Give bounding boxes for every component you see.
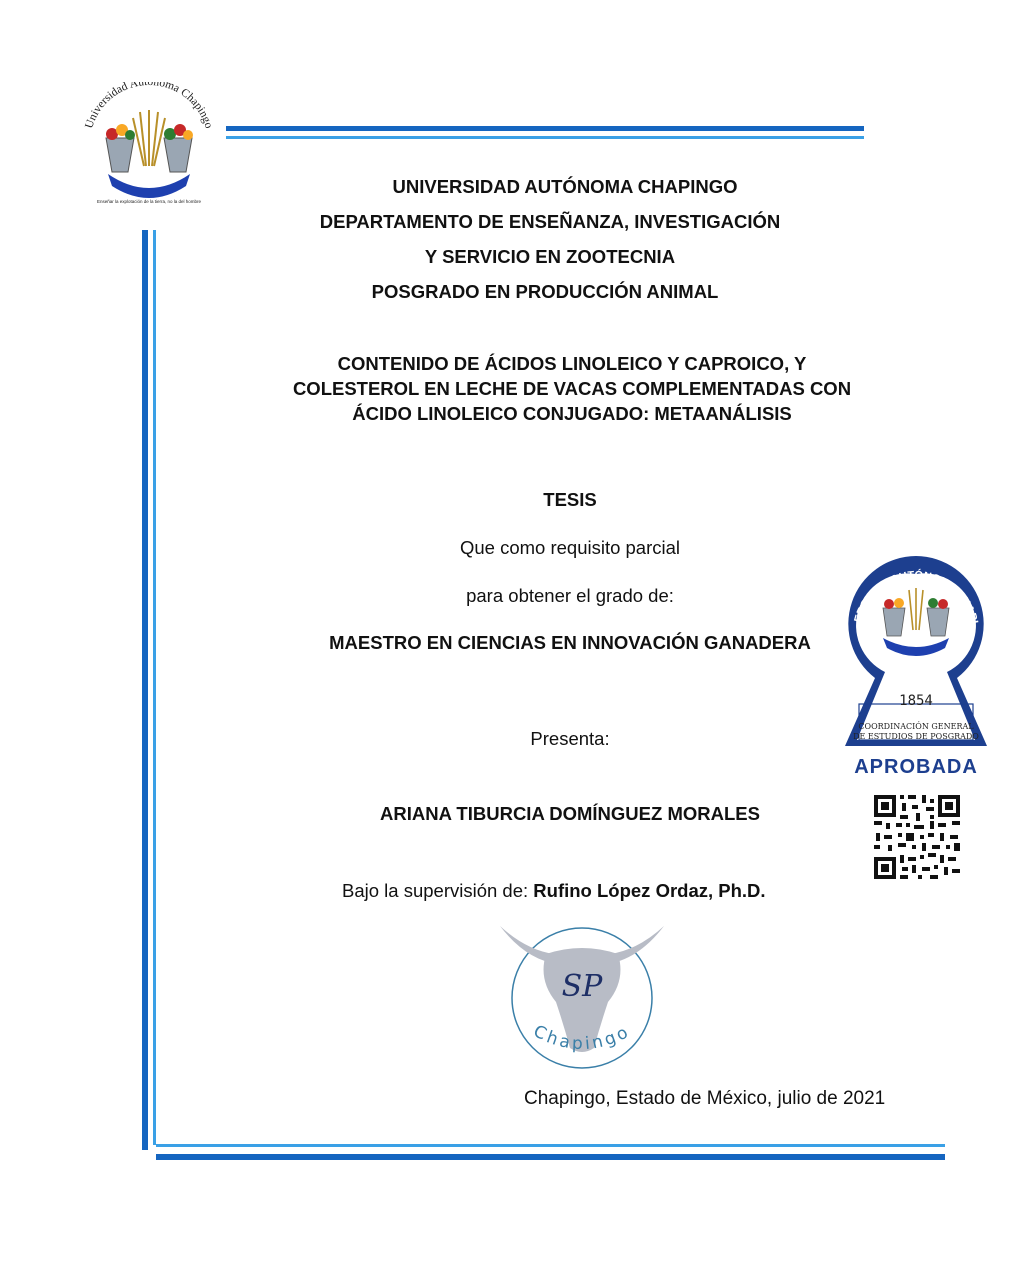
thesis-label: TESIS [543, 489, 597, 510]
requirement-line-1: Que como requisito parcial [459, 537, 681, 558]
bottom-border-dark [156, 1154, 945, 1160]
svg-text:UNIVERSIDAD AUTÓNOMA CHAPINGO: ERSIDAD AUTÓNOMA CHAPI [852, 569, 980, 625]
bull-head-icon [496, 920, 668, 1075]
left-border-dark [142, 230, 148, 1150]
svg-text:DE ESTUDIOS DE POSGRADO: DE ESTUDIOS DE POSGRADO [853, 732, 979, 741]
supervision-prefix: Bajo la supervisión de: [342, 880, 529, 901]
place-date: Chapingo, Estado de México, julio de 2021 [524, 1088, 886, 1109]
svg-text:SP: SP [561, 969, 603, 1004]
seal-emblem-icon [845, 552, 987, 752]
top-border-light [226, 136, 864, 139]
university-name: UNIVERSIDAD AUTÓNOMA CHAPINGO [392, 176, 738, 197]
university-crest-icon [78, 82, 220, 212]
svg-text:COORDINACIÓN GENERAL: COORDINACIÓN GENERAL [858, 722, 974, 731]
approval-seal [845, 552, 987, 752]
svg-text:Enseñar la explotación de la t: Enseñar la explotación de la tierra, no la del hombre [96, 199, 202, 204]
supervision-line [342, 880, 766, 902]
thesis-title-line-1: CONTENIDO DE ÁCIDOS LINOLEICO Y CAPROICO, Y [337, 353, 807, 374]
bottom-border-light [156, 1144, 945, 1147]
supervisor-name: Rufino López Ordaz, Ph.D. [533, 880, 766, 901]
thesis-title-line-2: COLESTEROL EN LECHE DE VACAS COMPLEMENTADAS CON [292, 378, 852, 399]
approval-status: APROBADA [854, 756, 978, 778]
top-border-dark [226, 126, 864, 131]
presents-label: Presenta: [530, 728, 610, 749]
thesis-title-line-3: ÁCIDO LINOLEICO CONJUGADO: METAANÁLISIS [352, 403, 792, 424]
university-logo [78, 82, 220, 212]
degree-name: MAESTRO EN CIENCIAS EN INNOVACIÓN GANADERA [329, 632, 811, 653]
qr-code-icon [872, 793, 962, 881]
program-name: POSGRADO EN PRODUCCIÓN ANIMAL [371, 281, 719, 302]
lab-logo [496, 920, 668, 1075]
svg-text:Chapingo: Chapingo [530, 1021, 635, 1055]
left-border-light [153, 230, 156, 1145]
svg-text:1854: 1854 [899, 693, 933, 709]
svg-text:Universidad Autónoma Chapingo: Universidad Autónoma Chapingo [83, 82, 215, 130]
author-name: ARIANA TIBURCIA DOMÍNGUEZ MORALES [380, 803, 760, 824]
department-line-1: DEPARTAMENTO DE ENSEÑANZA, INVESTIGACIÓN [319, 211, 781, 232]
requirement-line-2: para obtener el grado de: [466, 585, 674, 606]
department-line-2: Y SERVICIO EN ZOOTECNIA [424, 246, 676, 267]
